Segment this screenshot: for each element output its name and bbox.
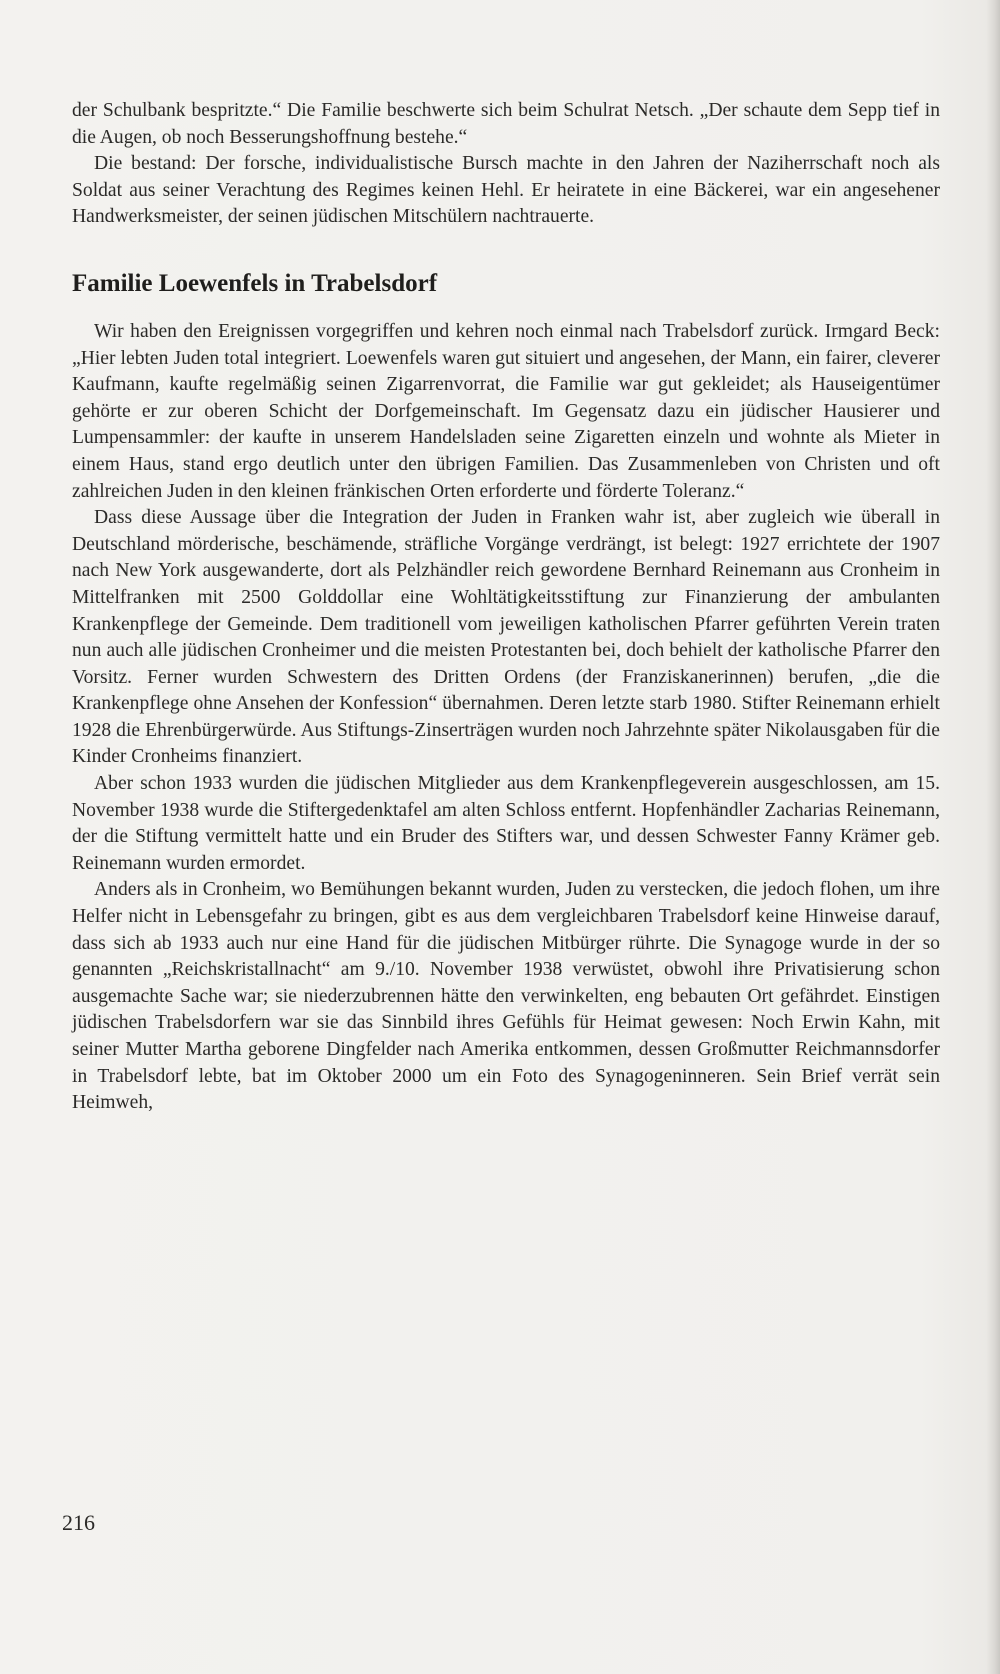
paragraph: Aber schon 1933 wurden die jüdischen Mitglieder aus dem Krankenpflegeverein ausgeschlossen, am 15. November 1938 wurde die Stiftergedenktafel am alten Schloss entfernt. Hopfenhändler Zacharias Reinemann, der die Stiftung vermittelt hatte und ein Bruder des Stifters war, und dessen Schwester Fanny Krämer geb. Reinemann wurden ermordet. — [72, 773, 940, 874]
page-number: 216 — [62, 1510, 95, 1535]
paragraph: Wir haben den Ereignissen vorgegriffen und kehren noch einmal nach Trabelsdorf zurück. Irmgard Beck: „Hier lebten Juden total integriert. Loewenfels waren gut situiert und angesehen, der Mann, ein fairer, cleverer Kaufmann, kaufte regelmäßig seinen Zigarrenvorrat, die Familie war gut gekleidet; als Hauseigentümer gehörte er zur oberen Schicht der Dorfgemeinschaft. Im Gegensatz dazu ein jüdischer Hausierer und Lumpensammler: der kaufte in unserem Handelsladen seine Zigaretten einzeln und wohnte als Mieter in einem Haus, stand ergo deutlich unter den übrigen Familien. Das Zusammenleben von Christen und oft zahlreichen Juden in den kleinen fränkischen Orten erforderte und förderte Toleranz.“ — [72, 320, 940, 502]
paragraph: der Schulbank bespritzte.“ Die Familie beschwerte sich beim Schulrat Netsch. „Der schaute dem Sepp tief in die Augen, ob noch Besserungshoffnung bestehe.“ — [72, 100, 940, 148]
page-gutter-shadow — [986, 0, 1000, 1674]
paragraph: Anders als in Cronheim, wo Bemühungen bekannt wurden, Juden zu verstecken, die jedoch flohen, um ihre Helfer nicht in Lebensgefahr zu bringen, gibt es aus dem vergleichbaren Trabelsdorf keine Hinweise darauf, dass sich ab 1933 auch nur eine Hand für die jüdischen Mitbürger rührte. Die Synagoge wurde in der so genannten „Reichskristallnacht“ am 9./10. November 1938 verwüstet, obwohl ihre Privatisierung schon ausgemachte Sache war; sie niederzubrennen hätte den verwinkelten, eng bebauten Ort gefährdet. Einstigen jüdischen Trabelsdorfern war sie das Sinnbild ihres Gefühls für Heimat gewesen: Noch Erwin Kahn, mit seiner Mutter Martha geborene Dingfelder nach Amerika entkommen, dessen Großmutter Reichmannsdorfer in Trabelsdorf lebte, bat im Oktober 2000 um ein Foto des Synagogeninneren. Sein Brief verrät sein Heimweh, — [72, 879, 940, 1114]
section-heading: Familie Loewenfels in Trabelsdorf — [72, 269, 438, 297]
paragraph: Die bestand: Der forsche, individualistische Bursch machte in den Jahren der Naziherrschaft noch als Soldat aus seiner Verachtung des Regimes keinen Hehl. Er heiratete in eine Bäckerei, war ein angesehener Handwerksmeister, der seinen jüdischen Mitschülern nachtrauerte. — [72, 153, 940, 228]
body-text — [72, 98, 940, 1117]
paragraph: Dass diese Aussage über die Integration der Juden in Franken wahr ist, aber zugleich wie überall in Deutschland mörderische, beschämende, sträfliche Vorgänge verdrängt, ist belegt: 1927 errichtete der 1907 nach New York ausgewanderte, dort als Pelzhändler reich gewordene Bernhard Reinemann aus Cronheim in Mittelfranken mit 2500 Golddollar eine Wohltätigkeitsstiftung zur Finanzierung der ambulanten Krankenpflege der Gemeinde. Dem traditionell vom jeweiligen katholischen Pfarrer geführten Verein traten nun auch alle jüdischen Cronheimer und die meisten Protestanten bei, doch behielt der katholische Pfarrer den Vorsitz. Ferner wurden Schwestern des Dritten Ordens (der Franziskanerinnen) berufen, „die die Krankenpflege ohne Ansehen der Konfession“ übernahmen. Deren letzte starb 1980. Stifter Reinemann erhielt 1928 die Ehrenbürgerwürde. Aus Stiftungs-Zinserträgen wurden noch Jahrzehnte später Nikolausgaben für die Kinder Cronheims finanziert. — [72, 507, 940, 768]
